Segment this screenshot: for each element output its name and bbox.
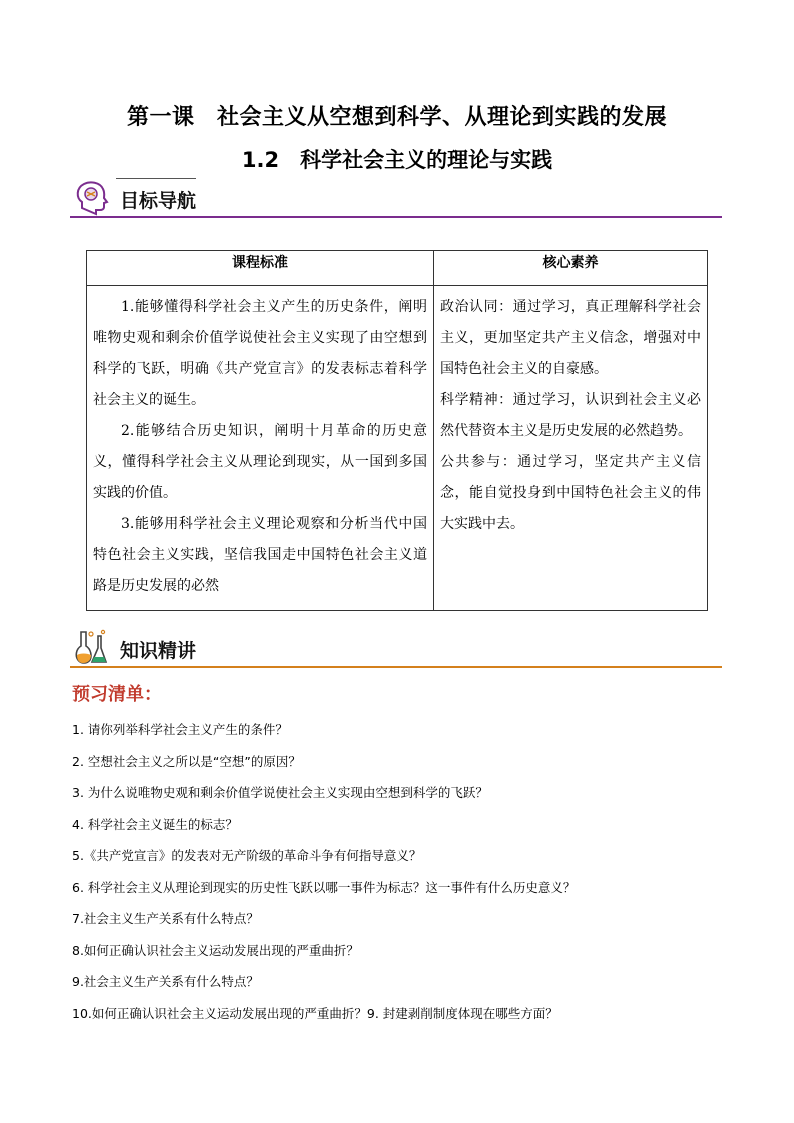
list-item: 3. 为什么说唯物史观和剩余价值学说使社会主义实现由空想到科学的飞跃？ xyxy=(72,785,488,800)
lab-flask-icon xyxy=(72,628,110,666)
section-divider xyxy=(70,666,722,668)
list-item: 9.社会主义生产关系有什么特点？ xyxy=(72,974,259,989)
list-item: 5.《共产党宣言》的发表对无产阶级的革命斗争有何指导意义？ xyxy=(72,848,422,863)
head-brain-icon xyxy=(72,178,110,216)
header-deco-line xyxy=(116,178,196,179)
list-item: 7.社会主义生产关系有什么特点？ xyxy=(72,911,259,926)
list-item: 2. 空想社会主义之所以是“空想”的原因？ xyxy=(72,753,301,769)
section-knowledge-header xyxy=(70,628,722,668)
literacy-cell xyxy=(434,286,708,611)
goal-table xyxy=(86,250,708,611)
list-item: 10.如何正确认识社会主义运动发展出现的严重曲折？9. 封建剥削制度体现在哪些方面？ xyxy=(72,1005,558,1021)
goal-table-body-row xyxy=(87,286,708,611)
section-divider xyxy=(70,216,722,218)
literacy-item: 政治认同：通过学习，真正理解科学社会主义，更加坚定共产主义信念，增强对中国特色社会主义的自豪感。 xyxy=(440,299,701,377)
section-knowledge-label: 知识精讲 xyxy=(120,640,197,662)
section-goals-label: 目标导航 xyxy=(120,190,197,212)
literacy-item: 科学精神：通过学习，认识到社会主义必然代替资本主义是历史发展的必然趋势。 xyxy=(440,392,701,439)
preview-title: 预习清单： xyxy=(72,684,162,705)
page-subtitle: 1.2 科学社会主义的理论与实践 xyxy=(241,148,553,172)
section-goals-header xyxy=(70,178,722,218)
header-literacy: 核心素养 xyxy=(434,251,708,286)
preview-question-list xyxy=(72,714,732,1029)
literacy-item: 公共参与：通过学习，坚定共产主义信念，能自觉投身到中国特色社会主义的伟大实践中去。 xyxy=(440,454,701,532)
list-item: 4. 科学社会主义诞生的标志？ xyxy=(72,816,238,832)
standard-item: 3.能够用科学社会主义理论观察和分析当代中国特色社会主义实践，坚信我国走中国特色社会主义道路是历史发展的必然 xyxy=(93,516,427,594)
list-item: 6. 科学社会主义从理论到现实的历史性飞跃以哪一事件为标志？这一事件有什么历史意义？ xyxy=(72,879,576,895)
standard-item: 2.能够结合历史知识，阐明十月革命的历史意义，懂得科学社会主义从理论到现实，从一国到多国实践的价值。 xyxy=(93,423,427,501)
header-standards: 课程标准 xyxy=(87,251,434,286)
list-item: 1. 请你列举科学社会主义产生的条件？ xyxy=(72,722,288,737)
page-title: 第一课 社会主义从空想到科学、从理论到实践的发展 xyxy=(126,105,667,130)
goal-table-header-row xyxy=(87,251,708,286)
list-item: 8.如何正确认识社会主义运动发展出现的严重曲折？ xyxy=(72,942,359,958)
standard-item: 1.能够懂得科学社会主义产生的历史条件，阐明唯物史观和剩余价值学说使社会主义实现了由空想到科学的飞跃，明确《共产党宣言》的发表标志着科学社会主义的诞生。 xyxy=(93,299,427,408)
standards-cell xyxy=(87,286,434,611)
